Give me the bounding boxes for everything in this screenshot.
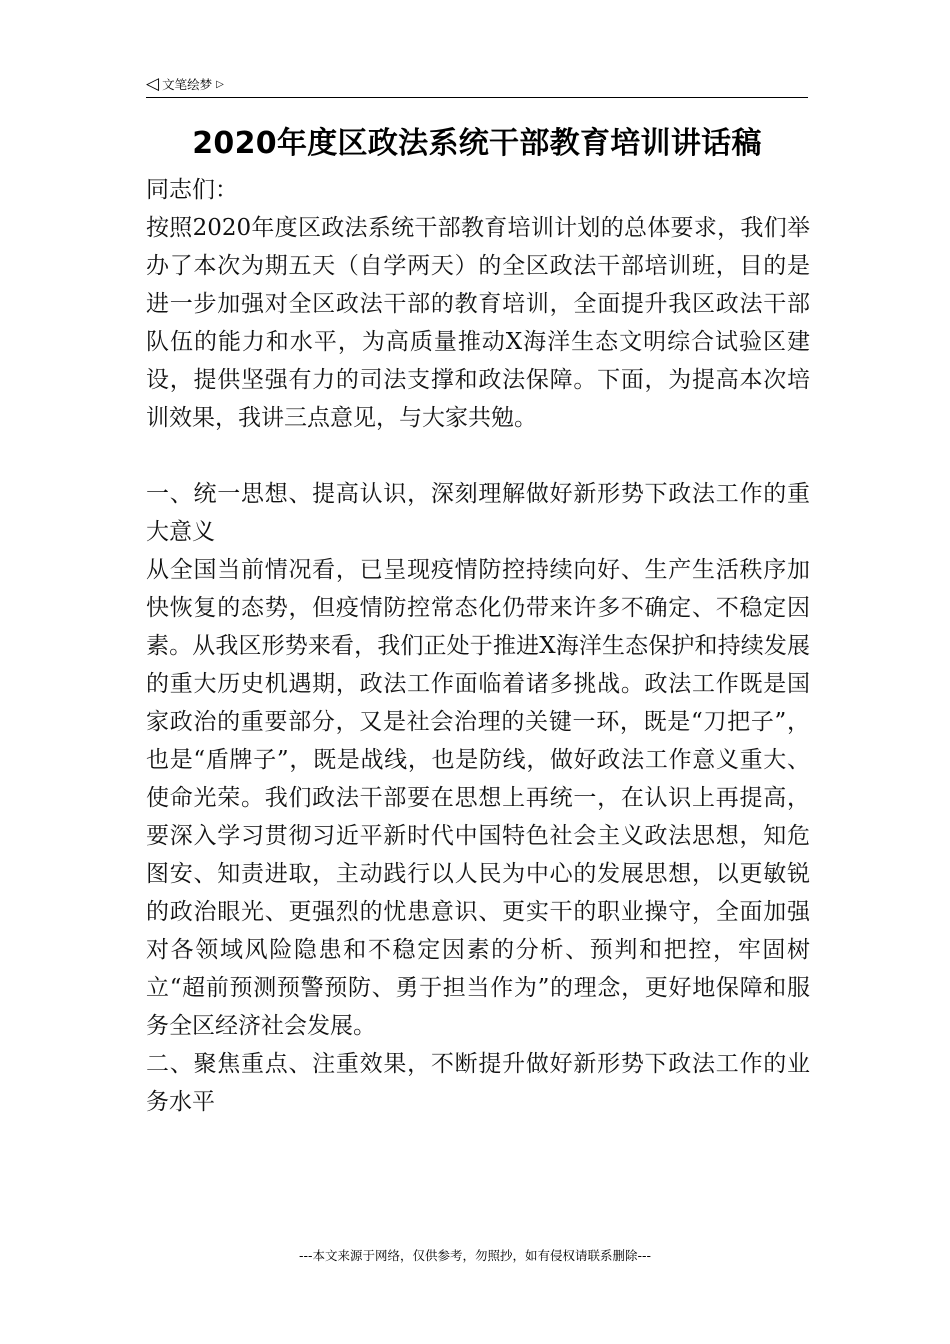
- header-brand: 文笔绘梦: [162, 77, 213, 92]
- body-paragraph-1: 从全国当前情况看，已呈现疫情防控持续向好、生产生活秩序加快恢复的态势，但疫情防控常态化仍带来许多不确定、不稳定因素。从我区形势来看，我们正处于推进X海洋生态保护和持续发展的重大历史机遇期，政法工作面临着诸多挑战。政法工作既是国家政治的重要部分，又是社会治理的关键一环，既是“刀把子”，也是“盾牌子”，既是战线，也是防线，做好政法工作意义重大、使命光荣。我们政法干部要在思想上再统一，在认识上再提高，要深入学习贯彻习近平新时代中国特色社会主义政法思想，知危图安、知责进取，主动践行以人民为中心的发展思想，以更敏锐的政治眼光、更强烈的忧患意识、更实干的职业操守，全面加强对各领域风险隐患和不稳定因素的分析、预判和把控，牢固树立“超前预测预警预防、勇于担当作为”的理念，更好地保障和服务全区经济社会发展。: [146, 557, 810, 1039]
- document-body: [146, 171, 810, 1121]
- page-footer-disclaimer: ---本文来源于网络，仅供参考，勿照抄，如有侵权请联系删除---: [298, 1248, 652, 1263]
- section-heading-1: 一、统一思想、提高认识，深刻理解做好新形势下政法工作的重大意义: [146, 481, 810, 545]
- intro-paragraph: 按照2020年度区政法系统干部教育培训计划的总体要求，我们举办了本次为期五天（自学两天）的全区政法干部培训班，目的是进一步加强对全区政法干部的教育培训，全面提升我区政法干部队伍的能力和水平，为高质量推动X海洋生态文明综合试验区建设，提供坚强有力的司法支撑和政法保障。下面，为提高本次培训效果，我讲三点意见，与大家共勉。: [146, 215, 810, 431]
- triangle-right-icon: ▷: [216, 78, 224, 90]
- triangle-left-icon: ◁: [146, 74, 160, 94]
- document-title: 2020年度区政法系统干部教育培训讲话稿: [192, 126, 762, 161]
- section-heading-2: 二、聚焦重点、注重效果，不断提升做好新形势下政法工作的业务水平: [146, 1051, 810, 1115]
- salutation: 同志们：: [146, 177, 238, 203]
- header-divider: [146, 97, 808, 98]
- page-header: [146, 74, 808, 96]
- paragraph-spacer: [146, 437, 810, 475]
